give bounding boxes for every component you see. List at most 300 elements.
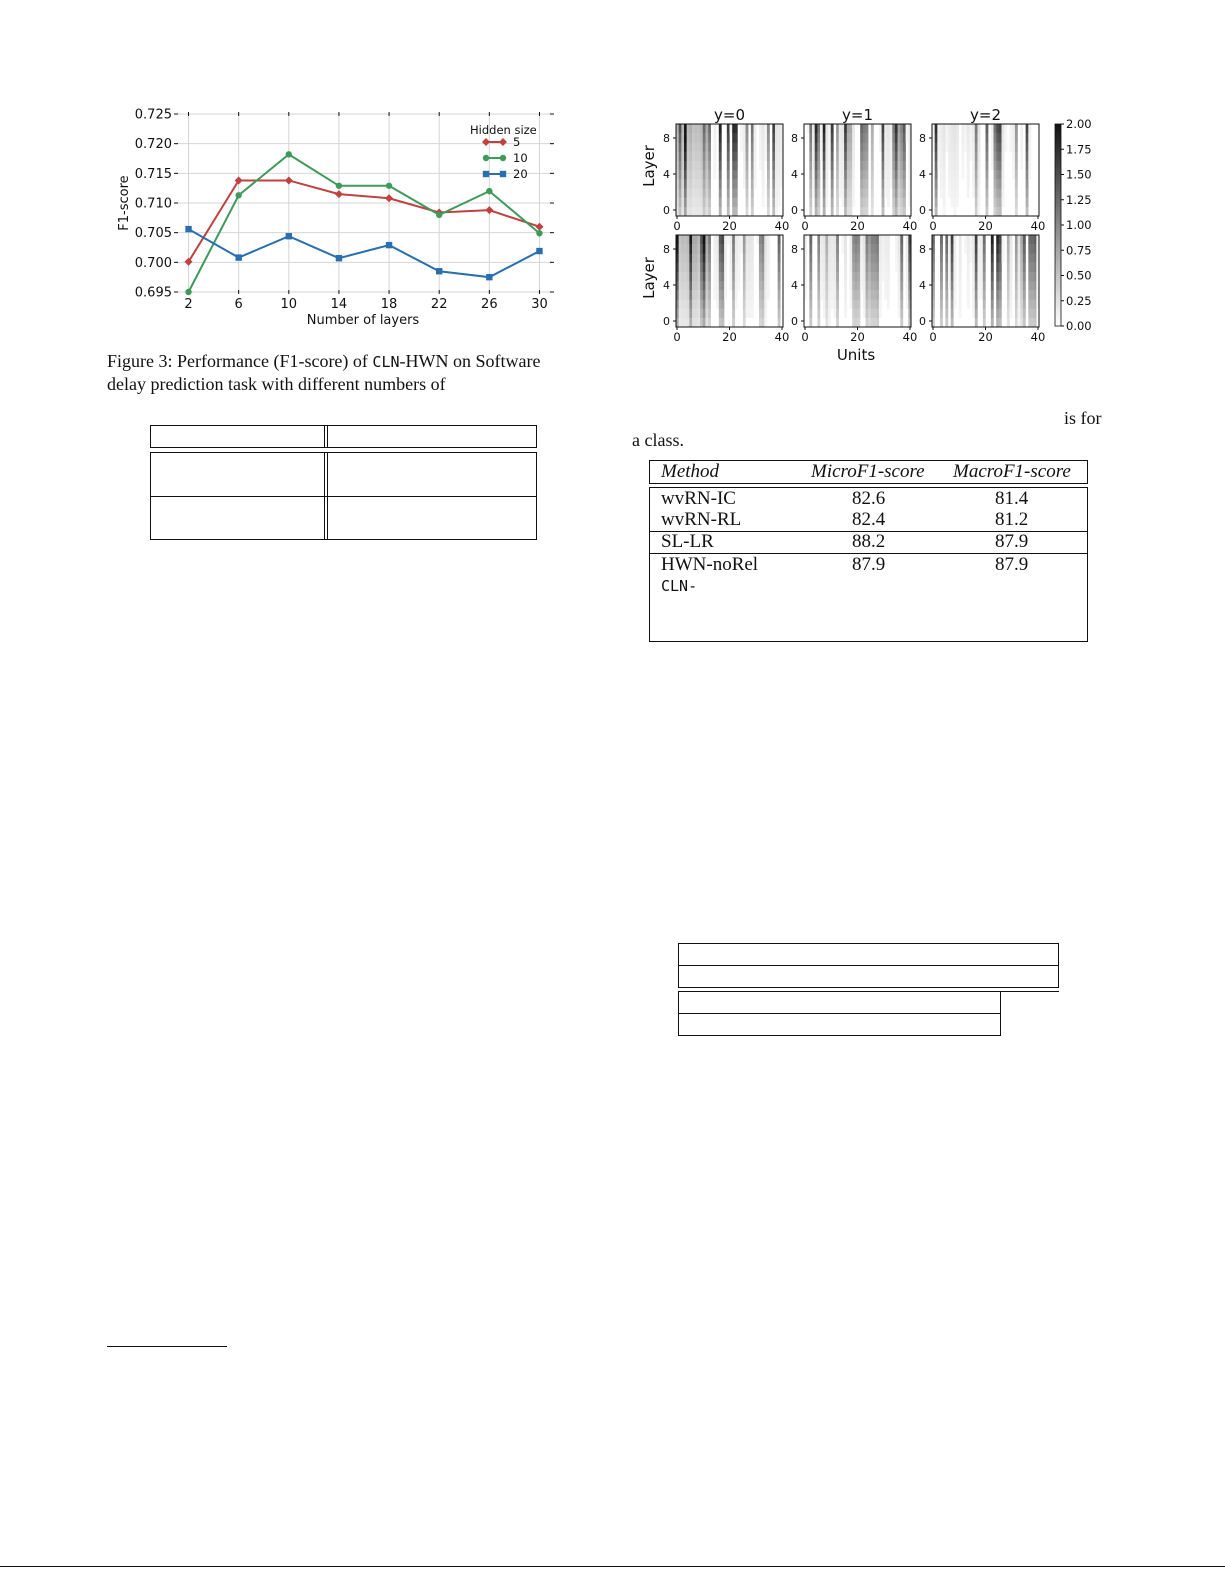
heatmap-cell xyxy=(689,161,692,170)
heatmap-cell xyxy=(759,124,762,133)
heatmap-cell xyxy=(855,272,858,281)
heatmap-cell xyxy=(951,272,954,281)
heatmap-cell xyxy=(994,198,997,207)
heatmap-cell xyxy=(746,207,749,216)
heatmap-cell xyxy=(738,244,741,253)
heatmap-cell xyxy=(817,188,820,197)
heatmap-cell xyxy=(996,179,999,188)
heatmap-cell xyxy=(964,124,967,133)
heatmap-cell xyxy=(687,198,690,207)
heatmap-cell xyxy=(764,299,767,308)
heatmap-cell xyxy=(684,318,687,327)
heatmap-cell xyxy=(844,152,847,161)
heatmap-cell xyxy=(746,290,749,299)
heatmap-cell xyxy=(778,253,781,262)
heatmap-cell xyxy=(687,188,690,197)
heatmap-cell xyxy=(692,152,695,161)
lower-table-rule xyxy=(1000,991,1059,992)
heatmap-cell xyxy=(849,281,852,290)
heatmap-cell xyxy=(898,188,901,197)
heatmap-cell xyxy=(687,272,690,281)
heatmap-cell xyxy=(689,133,692,142)
heatmap-cell xyxy=(719,253,722,262)
heatmap-cell xyxy=(871,281,874,290)
heatmap-cell xyxy=(692,124,695,133)
heatmap-cell xyxy=(959,263,962,272)
heatmap-cell xyxy=(953,299,956,308)
heatmap-cell xyxy=(967,170,970,179)
heatmap-cell xyxy=(767,263,770,272)
heatmap-cell xyxy=(983,244,986,253)
heatmap-cell xyxy=(820,253,823,262)
heatmap-cell xyxy=(831,299,834,308)
heatmap-cell xyxy=(735,170,738,179)
heatmap-cell xyxy=(948,179,951,188)
heatmap-cell xyxy=(689,272,692,281)
heatmap-cell xyxy=(906,272,909,281)
heatmap-cell xyxy=(684,170,687,179)
data-point-square xyxy=(235,254,241,260)
heatmap-cell xyxy=(863,198,866,207)
heatmap-cell xyxy=(705,161,708,170)
heatmap-cell xyxy=(708,188,711,197)
heatmap-cell xyxy=(719,299,722,308)
heatmap-cell xyxy=(1023,272,1026,281)
heatmap-cell xyxy=(956,188,959,197)
heatmap-cell xyxy=(764,281,767,290)
y-tick-label: 0 xyxy=(791,204,798,217)
heatmap-cell xyxy=(762,161,765,170)
heatmap-cell xyxy=(836,299,839,308)
heatmap-cell xyxy=(900,235,903,244)
heatmap-cell xyxy=(956,198,959,207)
heatmap-cell xyxy=(697,161,700,170)
heatmap-cell xyxy=(1015,188,1018,197)
heatmap-cell xyxy=(730,253,733,262)
heatmap-cell xyxy=(836,170,839,179)
heatmap-cell xyxy=(809,124,812,133)
heatmap-cell xyxy=(684,235,687,244)
heatmap-cell xyxy=(977,142,980,151)
heatmap-cell xyxy=(831,253,834,262)
heatmap-cell xyxy=(969,133,972,142)
heatmap-cell xyxy=(732,179,735,188)
heatmap-cell xyxy=(903,198,906,207)
heatmap-cell xyxy=(858,272,861,281)
heatmap-cell xyxy=(823,207,826,216)
heatmap-cell xyxy=(983,318,986,327)
heatmap-cell xyxy=(697,253,700,262)
heatmap-cell xyxy=(858,235,861,244)
heatmap-cell xyxy=(836,161,839,170)
heatmap-cell xyxy=(991,253,994,262)
heatmap-cell xyxy=(809,179,812,188)
heatmap-cell xyxy=(705,124,708,133)
heatmap-cell xyxy=(705,281,708,290)
heatmap-cell xyxy=(895,124,898,133)
heatmap-cell xyxy=(764,290,767,299)
heatmap-cell xyxy=(692,142,695,151)
heatmap-cell xyxy=(833,281,836,290)
heatmap-cell xyxy=(972,133,975,142)
heatmap-cell xyxy=(831,188,834,197)
heatmap-cell xyxy=(713,170,716,179)
heatmap-cell xyxy=(1026,198,1029,207)
heatmap-cell xyxy=(999,198,1002,207)
heatmap-cell xyxy=(980,263,983,272)
heatmap-cell xyxy=(735,272,738,281)
heatmap-cell xyxy=(967,188,970,197)
heatmap-cell xyxy=(825,281,828,290)
heatmap-cell xyxy=(732,161,735,170)
heatmap-cell xyxy=(775,188,778,197)
heatmap-cell xyxy=(841,235,844,244)
heatmap-cell xyxy=(820,281,823,290)
heatmap-cell xyxy=(815,142,818,151)
heatmap-cell xyxy=(884,188,887,197)
heatmap-cell xyxy=(740,133,743,142)
data-point-diamond xyxy=(285,176,293,184)
heatmap-cell xyxy=(940,179,943,188)
heatmap-cell xyxy=(751,124,754,133)
heatmap-cell xyxy=(951,281,954,290)
heatmap-cell xyxy=(956,152,959,161)
heatmap-cell xyxy=(871,179,874,188)
heatmap-cell xyxy=(890,142,893,151)
heatmap-cell xyxy=(1018,299,1021,308)
heatmap-cell xyxy=(852,170,855,179)
data-point-diamond xyxy=(482,138,490,146)
heatmap-cell xyxy=(1028,170,1031,179)
heatmap-cell xyxy=(836,318,839,327)
heatmap-cell xyxy=(759,290,762,299)
heatmap-cell xyxy=(935,124,938,133)
heatmap-panel xyxy=(791,235,917,344)
heatmap-cell xyxy=(1010,263,1013,272)
heatmap-cell xyxy=(767,207,770,216)
heatmap-cell xyxy=(996,299,999,308)
heatmap-cell xyxy=(967,133,970,142)
heatmap-cell xyxy=(713,152,716,161)
heatmap-cell xyxy=(823,309,826,318)
heatmap-cell xyxy=(679,299,682,308)
heatmap-cell xyxy=(860,281,863,290)
heatmap-cell xyxy=(999,290,1002,299)
heatmap-cell xyxy=(898,124,901,133)
heatmap-cell xyxy=(836,253,839,262)
heatmap-cell xyxy=(735,179,738,188)
heatmap-cell xyxy=(778,309,781,318)
heatmap-cell xyxy=(727,152,730,161)
heatmap-cell xyxy=(876,263,879,272)
heatmap-cell xyxy=(809,299,812,308)
heatmap-cell xyxy=(1031,281,1034,290)
heatmap-cell xyxy=(823,179,826,188)
heatmap-cell xyxy=(775,142,778,151)
heatmap-cell xyxy=(730,244,733,253)
heatmap-cell xyxy=(967,290,970,299)
heatmap-cell xyxy=(700,235,703,244)
heatmap-cell xyxy=(700,161,703,170)
heatmap-cell xyxy=(953,161,956,170)
heatmap-cell xyxy=(697,207,700,216)
heatmap-cell xyxy=(687,318,690,327)
heatmap-cell xyxy=(825,161,828,170)
page-bottom-rule xyxy=(0,1566,1225,1567)
heatmap-cell xyxy=(841,179,844,188)
heatmap-cell xyxy=(836,309,839,318)
heatmap-cell xyxy=(852,253,855,262)
colorbar-tick-label: 0.50 xyxy=(1066,268,1092,283)
heatmap-cell xyxy=(951,309,954,318)
heatmap-cell xyxy=(705,235,708,244)
heatmap-cell xyxy=(863,133,866,142)
heatmap-cell xyxy=(719,133,722,142)
heatmap-cell xyxy=(943,124,946,133)
heatmap-cell xyxy=(977,235,980,244)
heatmap-cell xyxy=(759,299,762,308)
heatmap-cell xyxy=(1020,142,1023,151)
heatmap-cell xyxy=(700,198,703,207)
heatmap-cell xyxy=(977,188,980,197)
heatmap-cell xyxy=(743,133,746,142)
heatmap-cell xyxy=(684,133,687,142)
heatmap-cell xyxy=(986,133,989,142)
heatmap-cell xyxy=(991,263,994,272)
heatmap-cell xyxy=(977,244,980,253)
heatmap-cell xyxy=(778,179,781,188)
heatmap-cell xyxy=(975,263,978,272)
colorbar-bar xyxy=(1055,124,1061,326)
heatmap-cell xyxy=(735,207,738,216)
heatmap-cell xyxy=(887,235,890,244)
heatmap-cell xyxy=(1026,124,1029,133)
heatmap-cell xyxy=(849,161,852,170)
heatmap-cell xyxy=(751,188,754,197)
heatmap-cell xyxy=(956,161,959,170)
heatmap-cell xyxy=(812,161,815,170)
heatmap-cell xyxy=(852,299,855,308)
x-tick-label: 20 xyxy=(978,330,993,344)
heatmap-cell xyxy=(940,281,943,290)
heatmap-cell xyxy=(879,272,882,281)
heatmap-cell xyxy=(740,235,743,244)
y-tick-label: 0.710 xyxy=(134,196,172,212)
heatmap-cell xyxy=(975,124,978,133)
heatmap-cell xyxy=(844,290,847,299)
heatmap-cell xyxy=(1023,253,1026,262)
heatmap-cell xyxy=(687,133,690,142)
heatmap-cell xyxy=(945,272,948,281)
y-tick-label: 0.705 xyxy=(134,226,172,242)
heatmap-cell xyxy=(809,133,812,142)
heatmap-cell xyxy=(1007,309,1010,318)
heatmap-cell xyxy=(983,309,986,318)
heatmap-cell xyxy=(705,207,708,216)
heatmap-cell xyxy=(858,318,861,327)
heatmap-cell xyxy=(871,152,874,161)
heatmap-cell xyxy=(809,235,812,244)
heatmap-cell xyxy=(764,309,767,318)
heatmap-cell xyxy=(815,198,818,207)
heatmap-cell xyxy=(871,133,874,142)
heatmap-cell xyxy=(836,263,839,272)
heatmap-cell xyxy=(1015,170,1018,179)
heatmap-cell xyxy=(681,179,684,188)
data-point-square xyxy=(486,274,492,280)
heatmap-cell xyxy=(884,253,887,262)
x-tick-label: 0 xyxy=(673,219,681,233)
heatmap-cell xyxy=(831,170,834,179)
heatmap-cell xyxy=(1015,299,1018,308)
heatmap-cell xyxy=(991,142,994,151)
heatmap-cell xyxy=(1020,244,1023,253)
heatmap-cell xyxy=(708,272,711,281)
row-method: wvRN-RL xyxy=(661,509,742,530)
heatmap-cell xyxy=(975,188,978,197)
heatmap-cell xyxy=(705,170,708,179)
heatmap-cell xyxy=(751,161,754,170)
heatmap-cell xyxy=(898,290,901,299)
heatmap-cell xyxy=(951,318,954,327)
heatmap-cell xyxy=(876,235,879,244)
heatmap-cell xyxy=(687,207,690,216)
heatmap-cell xyxy=(1004,133,1007,142)
heatmap-cell xyxy=(703,161,706,170)
heatmap-cell xyxy=(948,281,951,290)
row-macro: 81.2 xyxy=(995,509,1029,530)
heatmap-cell xyxy=(967,272,970,281)
heatmap-cell xyxy=(705,309,708,318)
heatmap-cell xyxy=(858,299,861,308)
heatmap-cell xyxy=(951,244,954,253)
heatmap-cell xyxy=(882,161,885,170)
heatmap-cell xyxy=(940,161,943,170)
heatmap-cell xyxy=(895,179,898,188)
heatmap-cell xyxy=(767,281,770,290)
heatmap-cell xyxy=(1015,263,1018,272)
heatmap-cell xyxy=(900,124,903,133)
heatmap-cell xyxy=(767,188,770,197)
heatmap-cell xyxy=(871,161,874,170)
heatmap-cell xyxy=(871,170,874,179)
text-fragment-end: is for xyxy=(1064,408,1102,428)
heatmap-cell xyxy=(953,124,956,133)
heatmap-cell xyxy=(879,281,882,290)
heatmap-cell xyxy=(695,235,698,244)
heatmap-cell xyxy=(849,124,852,133)
heatmap-cell xyxy=(692,318,695,327)
heatmap-cell xyxy=(812,124,815,133)
heatmap-cell xyxy=(945,124,948,133)
heatmap-cell xyxy=(716,244,719,253)
heatmap-cell xyxy=(945,290,948,299)
heatmap-cell xyxy=(852,133,855,142)
heatmap-cell xyxy=(967,124,970,133)
heatmap-cell xyxy=(1010,290,1013,299)
heatmap-cell xyxy=(727,170,730,179)
row-macro: 87.9 xyxy=(995,554,1029,575)
heatmap-cell xyxy=(775,179,778,188)
heatmap-cell xyxy=(874,244,877,253)
heatmap-cell xyxy=(825,318,828,327)
heatmap-cell xyxy=(697,244,700,253)
heatmap-cell xyxy=(708,198,711,207)
heatmap-cell xyxy=(866,299,869,308)
heatmap-cell xyxy=(855,309,858,318)
heatmap-cell xyxy=(1002,133,1005,142)
heatmap-cell xyxy=(895,170,898,179)
heatmap-cell xyxy=(852,235,855,244)
heatmap-cell xyxy=(1028,299,1031,308)
heatmap-cell xyxy=(679,263,682,272)
heatmap-cell xyxy=(772,170,775,179)
heatmap-cell xyxy=(860,179,863,188)
heatmap-cell xyxy=(994,188,997,197)
heatmap-cell xyxy=(713,244,716,253)
heatmap-cell xyxy=(852,161,855,170)
heatmap-cell xyxy=(903,124,906,133)
data-point-diamond xyxy=(335,190,343,198)
heatmap-cell xyxy=(996,263,999,272)
heatmap-cell xyxy=(898,198,901,207)
heatmap-cell xyxy=(892,133,895,142)
heatmap-cell xyxy=(1010,309,1013,318)
heatmap-cell xyxy=(681,244,684,253)
heatmap-cell xyxy=(860,235,863,244)
heatmap-cell xyxy=(900,207,903,216)
heatmap-cell xyxy=(863,281,866,290)
heatmap-cell xyxy=(730,124,733,133)
heatmap-cell xyxy=(732,281,735,290)
data-point-circle xyxy=(483,155,489,161)
heatmap-cell xyxy=(764,318,767,327)
heatmap-cell xyxy=(697,263,700,272)
heatmap-cell xyxy=(828,309,831,318)
heatmap-cell xyxy=(841,188,844,197)
heatmap-cell xyxy=(849,263,852,272)
heatmap-cell xyxy=(713,133,716,142)
heatmap-cell xyxy=(937,161,940,170)
x-tick-label: 10 xyxy=(280,297,298,312)
x-tick-label: 20 xyxy=(722,330,737,344)
heatmap-cell xyxy=(906,263,909,272)
heatmap-cell xyxy=(874,290,877,299)
heatmap-cell xyxy=(817,161,820,170)
heatmap-cell xyxy=(724,290,727,299)
heatmap-cell xyxy=(703,309,706,318)
heatmap-cell xyxy=(681,299,684,308)
heatmap-cell xyxy=(831,179,834,188)
heatmap-cell xyxy=(849,244,852,253)
heatmap-cell xyxy=(895,263,898,272)
heatmap-cell xyxy=(866,142,869,151)
heatmap-cell xyxy=(823,142,826,151)
heatmap-cell xyxy=(935,170,938,179)
heatmap-cell xyxy=(1020,253,1023,262)
heatmap-cell xyxy=(716,272,719,281)
heatmap-cell xyxy=(983,299,986,308)
heatmap-cell xyxy=(975,142,978,151)
heatmap-cell xyxy=(1004,142,1007,151)
heatmap-cell xyxy=(689,170,692,179)
heatmap-cell xyxy=(719,188,722,197)
heatmap-cell xyxy=(871,124,874,133)
heatmap-cell xyxy=(732,290,735,299)
heatmap-cell xyxy=(767,235,770,244)
heatmap-cell xyxy=(898,299,901,308)
heatmap-cell xyxy=(778,318,781,327)
